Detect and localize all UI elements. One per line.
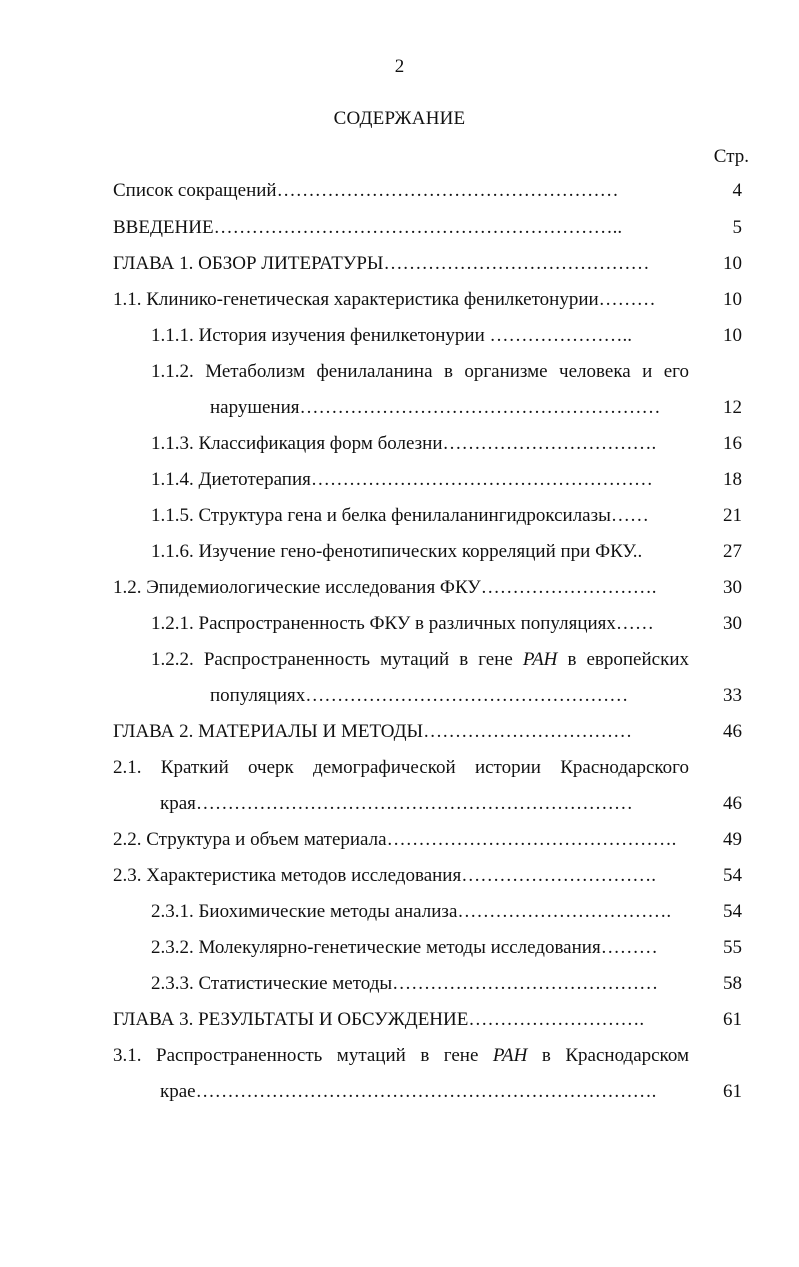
toc-entry-title	[151, 645, 689, 675]
toc-entry-title	[113, 1041, 689, 1071]
toc-page-number: 18	[723, 469, 742, 490]
toc-entry: ВВЕДЕНИЕ………………………………………………………..	[113, 217, 623, 238]
toc-page-number: 61	[723, 1081, 742, 1102]
toc-page-number: 54	[723, 901, 742, 922]
toc-page-number: 30	[723, 613, 742, 634]
toc-entry: 2.3.1. Биохимические методы анализа…………………………….	[151, 901, 672, 922]
toc-entry-text: в Краснодарском	[527, 1045, 689, 1066]
toc-entry: 2.2. Структура и объем материала……………………………………….	[113, 829, 677, 850]
toc-entry: 1.1. Клинико-генетическая характеристика фенилкетонурии………	[113, 289, 656, 310]
toc-entry: 1.1.3. Классификация форм болезни…………………………….	[151, 433, 657, 454]
toc-page-number: 4	[732, 180, 742, 201]
page-number: 2	[394, 56, 405, 77]
toc-entry-continuation: крае……………………………………………………………….	[160, 1081, 657, 1102]
toc-entry: ГЛАВА 1. ОБЗОР ЛИТЕРАТУРЫ……………………………………	[113, 253, 650, 274]
toc-entry-continuation: нарушения…………………………………………………	[210, 397, 661, 418]
gene-name: PAH	[492, 1045, 528, 1066]
toc-page-number: 54	[723, 865, 742, 886]
toc-entry: 1.2. Эпидемиологические исследования ФКУ……………………….	[113, 577, 657, 598]
toc-entry: 1.2.1. Распространенность ФКУ в различных популяциях……	[151, 613, 654, 634]
toc-title: СОДЕРЖАНИЕ	[333, 108, 466, 129]
toc-page-number: 33	[723, 685, 742, 706]
toc-page-number: 16	[723, 433, 742, 454]
toc-entry: 1.1.4. Диетотерапия………………………………………………	[151, 469, 653, 490]
toc-entry: Список сокращений………………………………………………	[113, 180, 619, 201]
toc-page-number: 46	[723, 721, 742, 742]
toc-page-number: 10	[723, 253, 742, 274]
toc-page-number: 46	[723, 793, 742, 814]
toc-entry: 2.3. Характеристика методов исследования………………………….	[113, 865, 656, 886]
toc-entry-text: 3.1. Распространенность мутаций в гене	[113, 1045, 493, 1066]
toc-page-number: 10	[723, 289, 742, 310]
toc-entry: 1.1.5. Структура гена и белка фенилаланингидроксилазы……	[151, 505, 649, 526]
toc-page-number: 49	[723, 829, 742, 850]
toc-entry-continuation: популяциях……………………………………………	[210, 685, 629, 706]
toc-entry: ГЛАВА 2. МАТЕРИАЛЫ И МЕТОДЫ……………………………	[113, 721, 633, 742]
toc-page-number: 30	[723, 577, 742, 598]
toc-page-number: 55	[723, 937, 742, 958]
toc-entry-title: 1.1.2. Метаболизм фенилаланина в организме человека и его	[151, 361, 689, 382]
toc-entry: 1.1.6. Изучение гено-фенотипических корреляций при ФКУ..	[151, 541, 643, 562]
toc-page-number: 21	[723, 505, 742, 526]
toc-entry-continuation: края……………………………………………………………	[160, 793, 633, 814]
toc-page-number: 27	[723, 541, 742, 562]
toc-entry: 1.1.1. История изучения фенилкетонурии …………………..	[151, 325, 633, 346]
toc-entry-text: в европейских	[557, 649, 689, 670]
toc-page-number: 58	[723, 973, 742, 994]
toc-entry: 2.3.2. Молекулярно-генетические методы исследования………	[151, 937, 658, 958]
toc-page-number: 12	[723, 397, 742, 418]
toc-entry: 2.3.3. Статистические методы……………………………………	[151, 973, 659, 994]
toc-page-number: 10	[723, 325, 742, 346]
toc-entry-title: 2.1. Краткий очерк демографической истории Краснодарского	[113, 757, 689, 778]
gene-name: PAH	[522, 649, 558, 670]
toc-page-number: 61	[723, 1009, 742, 1030]
toc-page-number: 5	[732, 217, 742, 238]
page-column-label: Стр.	[713, 146, 749, 167]
toc-entry: ГЛАВА 3. РЕЗУЛЬТАТЫ И ОБСУЖДЕНИЕ……………………….	[113, 1009, 645, 1030]
toc-entry-text: 1.2.2. Распространенность мутаций в гене	[151, 649, 523, 670]
